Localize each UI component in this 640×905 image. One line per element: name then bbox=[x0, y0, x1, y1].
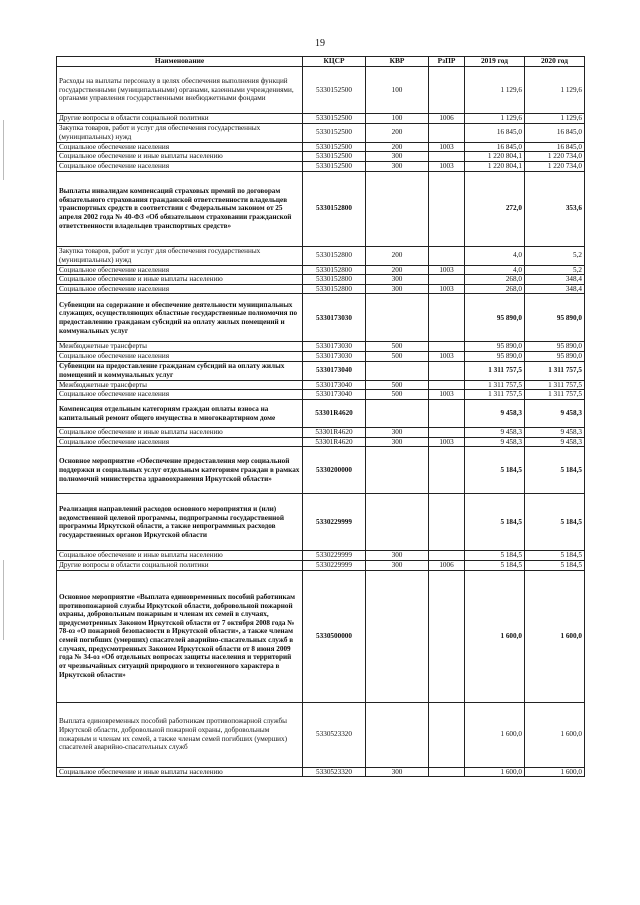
cell-rzpr bbox=[429, 494, 465, 551]
cell-kvr: 200 bbox=[366, 265, 429, 275]
cell-kcsr: 5330229999 bbox=[303, 494, 366, 551]
table-row bbox=[57, 390, 585, 400]
cell-name: Реализация направлений расходов основного мероприятия и (или) ведомственной целевой программы, подпрограммы государственной программы Иркутской области, а также непрограммных расходов государственных органов Иркутской области bbox=[57, 494, 303, 551]
cell-2020: 1 129,6 bbox=[525, 114, 585, 124]
cell-2020: 5,2 bbox=[525, 265, 585, 275]
cell-2019: 5 184,5 bbox=[465, 494, 525, 551]
cell-rzpr bbox=[429, 702, 465, 767]
table-row bbox=[57, 570, 585, 702]
header-2020: 2020 год bbox=[525, 57, 585, 67]
table-row bbox=[57, 352, 585, 362]
cell-rzpr: 1003 bbox=[429, 161, 465, 171]
cell-2019: 1 600,0 bbox=[465, 702, 525, 767]
scan-edge-mark bbox=[3, 560, 4, 640]
cell-kcsr: 5330200000 bbox=[303, 447, 366, 494]
cell-kcsr: 5330173040 bbox=[303, 380, 366, 390]
table-row bbox=[57, 294, 585, 342]
cell-kcsr: 5330173040 bbox=[303, 390, 366, 400]
cell-rzpr bbox=[429, 67, 465, 114]
cell-kvr bbox=[366, 171, 429, 246]
cell-kvr bbox=[366, 294, 429, 342]
header-2019: 2019 год bbox=[465, 57, 525, 67]
cell-kvr: 300 bbox=[366, 161, 429, 171]
cell-2019: 272,0 bbox=[465, 171, 525, 246]
cell-kvr: 300 bbox=[366, 437, 429, 447]
cell-name: Субвенции на предоставление гражданам субсидий на оплату жилых помещений и коммунальных услуг bbox=[57, 361, 303, 380]
cell-2020: 1 129,6 bbox=[525, 67, 585, 114]
cell-kcsr: 5330152800 bbox=[303, 246, 366, 265]
table-row bbox=[57, 551, 585, 561]
cell-kcsr: 5330523320 bbox=[303, 767, 366, 777]
table-body bbox=[57, 67, 585, 777]
table-row bbox=[57, 447, 585, 494]
cell-2020: 348,4 bbox=[525, 284, 585, 294]
cell-name: Выплаты инвалидам компенсаций страховых премий по договорам обязательного страхования гражданской ответственности владельцев транспортных средств в соответствии с Федеральным законом от 25 апреля 2002 года № 40-ФЗ «Об обязательном страховании гражданской ответственности владельцев транспортных средств» bbox=[57, 171, 303, 246]
cell-rzpr bbox=[429, 551, 465, 561]
cell-2019: 1 220 804,1 bbox=[465, 152, 525, 162]
cell-rzpr: 1003 bbox=[429, 265, 465, 275]
cell-2019: 5 184,5 bbox=[465, 560, 525, 570]
cell-name: Основное мероприятие «Обеспечение предоставления мер социальной поддержки и социальных услуг отдельным категориям граждан в рамках полномочий министерства здравоохранения Иркутской области» bbox=[57, 447, 303, 494]
cell-2020: 95 890,0 bbox=[525, 342, 585, 352]
cell-rzpr: 1003 bbox=[429, 437, 465, 447]
header-name: Наименование bbox=[57, 57, 303, 67]
cell-kvr: 200 bbox=[366, 142, 429, 152]
cell-rzpr bbox=[429, 380, 465, 390]
cell-2019: 9 458,3 bbox=[465, 437, 525, 447]
cell-2020: 9 458,3 bbox=[525, 400, 585, 428]
cell-rzpr bbox=[429, 152, 465, 162]
cell-2020: 9 458,3 bbox=[525, 437, 585, 447]
cell-name: Основное мероприятие «Выплата единовременных пособий работникам противопожарной службы Иркутской области, добровольной пожарной охраны, добровольным пожарным и членам их семей в случаях, предусмотренных Законом Иркутской области от 7 октября 2008 года № 78-оз «О пожарной безопасности в Иркутской области», а также членам семей погибших (умерших) спасателей аварийно-спасательных служб в случаях, предусмотренных Законом Иркутской области от 8 июня 2009 года № 34-оз «Об отдельных вопросах защиты населения и территорий от чрезвычайных ситуаций природного и техногенного характера в Иркутской области» bbox=[57, 570, 303, 702]
cell-name: Социальное обеспечение населения bbox=[57, 352, 303, 362]
cell-kvr: 300 bbox=[366, 275, 429, 285]
cell-2019: 1 129,6 bbox=[465, 114, 525, 124]
cell-name: Социальное обеспечение и иные выплаты населению bbox=[57, 152, 303, 162]
cell-2020: 1 600,0 bbox=[525, 767, 585, 777]
cell-kvr: 300 bbox=[366, 152, 429, 162]
table-row bbox=[57, 400, 585, 428]
cell-kcsr: 5330152800 bbox=[303, 284, 366, 294]
cell-name: Социальное обеспечение населения bbox=[57, 437, 303, 447]
cell-2020: 5 184,5 bbox=[525, 447, 585, 494]
cell-name: Социальное обеспечение и иные выплаты населению bbox=[57, 275, 303, 285]
header-kvr: КВР bbox=[366, 57, 429, 67]
budget-table bbox=[56, 56, 585, 777]
cell-kvr: 300 bbox=[366, 767, 429, 777]
cell-rzpr bbox=[429, 246, 465, 265]
cell-2019: 16 845,0 bbox=[465, 142, 525, 152]
cell-kcsr: 53301R4620 bbox=[303, 437, 366, 447]
cell-name: Расходы на выплаты персоналу в целях обеспечения выполнения функций государственными (муниципальными) органами, казенными учреждениями, органами управления государственными внебюджетными фондами bbox=[57, 67, 303, 114]
cell-name: Другие вопросы в области социальной политики bbox=[57, 560, 303, 570]
table-row bbox=[57, 67, 585, 114]
cell-kvr: 300 bbox=[366, 284, 429, 294]
cell-kcsr: 5330229999 bbox=[303, 560, 366, 570]
cell-kcsr: 5330229999 bbox=[303, 551, 366, 561]
cell-name: Компенсация отдельным категориям граждан оплаты взноса на капитальный ремонт общего имущества в многоквартирном доме bbox=[57, 400, 303, 428]
cell-2019: 16 845,0 bbox=[465, 123, 525, 142]
cell-kcsr: 53301R4620 bbox=[303, 428, 366, 438]
table-row bbox=[57, 123, 585, 142]
cell-kcsr: 5330173030 bbox=[303, 294, 366, 342]
cell-rzpr bbox=[429, 767, 465, 777]
cell-kvr bbox=[366, 447, 429, 494]
cell-name: Социальное обеспечение и иные выплаты населению bbox=[57, 767, 303, 777]
cell-rzpr bbox=[429, 570, 465, 702]
header-rzpr: РзПР bbox=[429, 57, 465, 67]
table-row bbox=[57, 767, 585, 777]
cell-kvr bbox=[366, 400, 429, 428]
cell-kvr bbox=[366, 570, 429, 702]
cell-kcsr: 5330173040 bbox=[303, 361, 366, 380]
cell-kcsr: 5330500000 bbox=[303, 570, 366, 702]
table-row bbox=[57, 560, 585, 570]
cell-kvr bbox=[366, 494, 429, 551]
table-row bbox=[57, 342, 585, 352]
cell-kcsr: 5330152500 bbox=[303, 142, 366, 152]
cell-kvr: 200 bbox=[366, 246, 429, 265]
table-header-row bbox=[57, 57, 585, 67]
cell-2020: 5,2 bbox=[525, 246, 585, 265]
cell-name: Выплата единовременных пособий работникам противопожарной службы Иркутской области, добровольной пожарной охраны, добровольным пожарным и членам их семей, а также членам семей погибших (умерших) спасателей аварийно-спасательных служб bbox=[57, 702, 303, 767]
cell-kcsr: 53301R4620 bbox=[303, 400, 366, 428]
cell-kvr: 100 bbox=[366, 114, 429, 124]
cell-2020: 1 311 757,5 bbox=[525, 361, 585, 380]
cell-rzpr: 1003 bbox=[429, 352, 465, 362]
table-row bbox=[57, 265, 585, 275]
cell-kvr bbox=[366, 702, 429, 767]
cell-kcsr: 5330152500 bbox=[303, 123, 366, 142]
cell-rzpr bbox=[429, 123, 465, 142]
cell-2019: 1 600,0 bbox=[465, 767, 525, 777]
cell-rzpr bbox=[429, 361, 465, 380]
cell-kvr: 300 bbox=[366, 560, 429, 570]
cell-name: Межбюджетные трансферты bbox=[57, 380, 303, 390]
table-row bbox=[57, 284, 585, 294]
cell-kvr: 500 bbox=[366, 380, 429, 390]
cell-2020: 16 845,0 bbox=[525, 142, 585, 152]
table-row bbox=[57, 275, 585, 285]
cell-kvr: 500 bbox=[366, 390, 429, 400]
table-row bbox=[57, 171, 585, 246]
cell-rzpr: 1003 bbox=[429, 390, 465, 400]
cell-rzpr: 1006 bbox=[429, 114, 465, 124]
cell-rzpr bbox=[429, 275, 465, 285]
cell-2019: 1 600,0 bbox=[465, 570, 525, 702]
cell-kvr bbox=[366, 361, 429, 380]
cell-name: Социальное обеспечение и иные выплаты населению bbox=[57, 551, 303, 561]
cell-2020: 1 600,0 bbox=[525, 702, 585, 767]
cell-2020: 1 220 734,0 bbox=[525, 152, 585, 162]
cell-2020: 1 220 734,0 bbox=[525, 161, 585, 171]
table-row bbox=[57, 702, 585, 767]
cell-2020: 1 311 757,5 bbox=[525, 390, 585, 400]
cell-2020: 5 184,5 bbox=[525, 551, 585, 561]
cell-kcsr: 5330152800 bbox=[303, 265, 366, 275]
cell-2019: 1 311 757,5 bbox=[465, 361, 525, 380]
cell-2019: 1 311 757,5 bbox=[465, 380, 525, 390]
cell-name: Социальное обеспечение населения bbox=[57, 265, 303, 275]
cell-kcsr: 5330152800 bbox=[303, 275, 366, 285]
cell-kvr: 100 bbox=[366, 67, 429, 114]
cell-rzpr: 1003 bbox=[429, 142, 465, 152]
cell-2019: 5 184,5 bbox=[465, 551, 525, 561]
cell-2020: 353,6 bbox=[525, 171, 585, 246]
cell-kcsr: 5330523320 bbox=[303, 702, 366, 767]
cell-2020: 16 845,0 bbox=[525, 123, 585, 142]
cell-2019: 9 458,3 bbox=[465, 400, 525, 428]
cell-kvr: 200 bbox=[366, 123, 429, 142]
cell-2019: 1 220 804,1 bbox=[465, 161, 525, 171]
scan-edge-mark bbox=[3, 120, 4, 180]
cell-2020: 1 311 757,5 bbox=[525, 380, 585, 390]
cell-2019: 1 311 757,5 bbox=[465, 390, 525, 400]
cell-kcsr: 5330152500 bbox=[303, 67, 366, 114]
cell-kvr: 300 bbox=[366, 428, 429, 438]
cell-name: Социальное обеспечение и иные выплаты населению bbox=[57, 428, 303, 438]
cell-2019: 4,0 bbox=[465, 246, 525, 265]
cell-2019: 95 890,0 bbox=[465, 352, 525, 362]
cell-2019: 268,0 bbox=[465, 275, 525, 285]
cell-rzpr bbox=[429, 342, 465, 352]
cell-kcsr: 5330152500 bbox=[303, 161, 366, 171]
table-row bbox=[57, 437, 585, 447]
cell-name: Субвенции на содержание и обеспечение деятельности муниципальных служащих, осуществляющих областные государственные полномочия по предоставлению гражданам субсидий на оплату жилых помещений и коммунальных услуг bbox=[57, 294, 303, 342]
table-row bbox=[57, 361, 585, 380]
cell-kvr: 500 bbox=[366, 352, 429, 362]
cell-name: Социальное обеспечение населения bbox=[57, 142, 303, 152]
table-row bbox=[57, 494, 585, 551]
table-row bbox=[57, 152, 585, 162]
table-row bbox=[57, 428, 585, 438]
cell-kvr: 300 bbox=[366, 551, 429, 561]
cell-kvr: 500 bbox=[366, 342, 429, 352]
cell-name: Закупка товаров, работ и услуг для обеспечения государственных (муниципальных) нужд bbox=[57, 123, 303, 142]
table-row bbox=[57, 161, 585, 171]
cell-2019: 5 184,5 bbox=[465, 447, 525, 494]
cell-2020: 95 890,0 bbox=[525, 352, 585, 362]
cell-rzpr bbox=[429, 400, 465, 428]
cell-2019: 4,0 bbox=[465, 265, 525, 275]
cell-2020: 95 890,0 bbox=[525, 294, 585, 342]
cell-2020: 1 600,0 bbox=[525, 570, 585, 702]
cell-kcsr: 5330152800 bbox=[303, 171, 366, 246]
cell-kcsr: 5330173030 bbox=[303, 352, 366, 362]
cell-kcsr: 5330173030 bbox=[303, 342, 366, 352]
page-number: 19 bbox=[315, 38, 325, 49]
cell-rzpr bbox=[429, 447, 465, 494]
cell-2019: 95 890,0 bbox=[465, 294, 525, 342]
cell-2020: 5 184,5 bbox=[525, 494, 585, 551]
cell-2019: 9 458,3 bbox=[465, 428, 525, 438]
cell-2019: 268,0 bbox=[465, 284, 525, 294]
cell-name: Социальное обеспечение населения bbox=[57, 390, 303, 400]
cell-name: Социальное обеспечение населения bbox=[57, 284, 303, 294]
cell-name: Закупка товаров, работ и услуг для обеспечения государственных (муниципальных) нужд bbox=[57, 246, 303, 265]
table-row bbox=[57, 246, 585, 265]
cell-rzpr: 1006 bbox=[429, 560, 465, 570]
cell-2020: 9 458,3 bbox=[525, 428, 585, 438]
cell-2020: 5 184,5 bbox=[525, 560, 585, 570]
cell-2020: 348,4 bbox=[525, 275, 585, 285]
cell-kcsr: 5330152500 bbox=[303, 114, 366, 124]
table-row bbox=[57, 142, 585, 152]
table-row bbox=[57, 114, 585, 124]
cell-rzpr bbox=[429, 428, 465, 438]
cell-rzpr bbox=[429, 294, 465, 342]
cell-rzpr: 1003 bbox=[429, 284, 465, 294]
cell-kcsr: 5330152500 bbox=[303, 152, 366, 162]
header-kcsr: КЦСР bbox=[303, 57, 366, 67]
table-row bbox=[57, 380, 585, 390]
cell-2019: 1 129,6 bbox=[465, 67, 525, 114]
cell-name: Другие вопросы в области социальной политики bbox=[57, 114, 303, 124]
cell-rzpr bbox=[429, 171, 465, 246]
cell-name: Социальное обеспечение населения bbox=[57, 161, 303, 171]
cell-name: Межбюджетные трансферты bbox=[57, 342, 303, 352]
cell-2019: 95 890,0 bbox=[465, 342, 525, 352]
